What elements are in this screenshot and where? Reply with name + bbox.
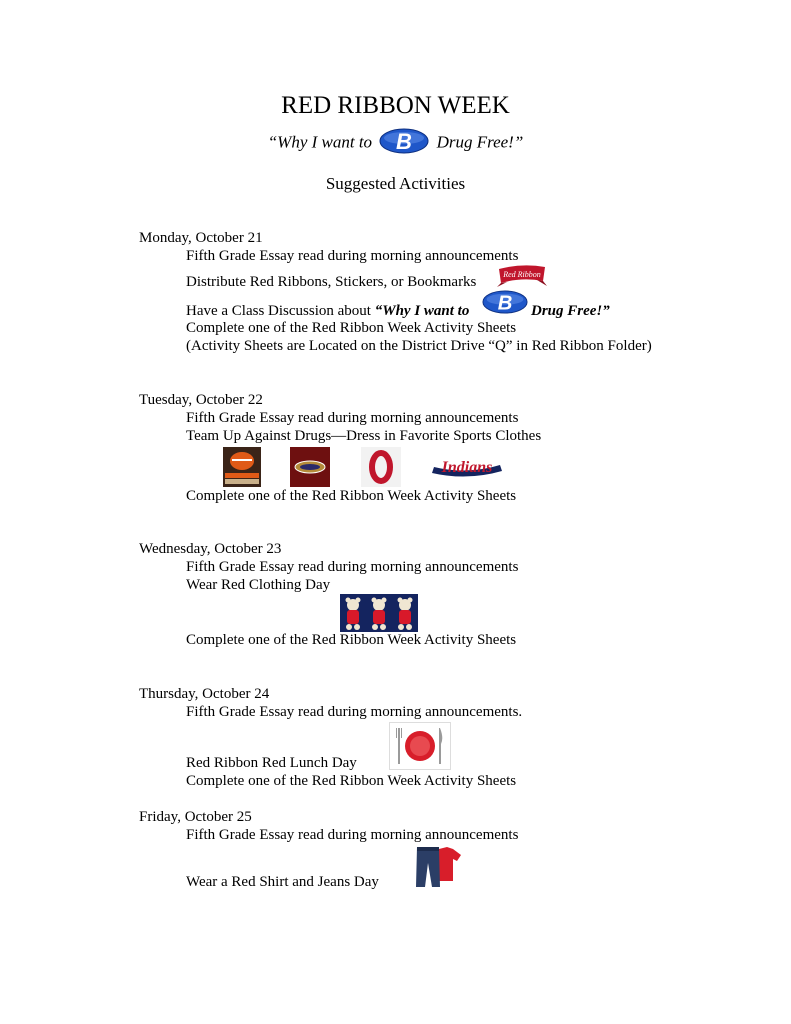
page-title: RED RIBBON WEEK [281, 92, 510, 119]
day-heading-tuesday: Tuesday, October 22 [139, 392, 263, 408]
tuesday-item-essay: Fifth Grade Essay read during morning announcements [186, 410, 519, 426]
red-plate-icon [389, 722, 451, 775]
monday-item-essay: Fifth Grade Essay read during morning announcements [186, 248, 519, 264]
red-ribbon-icon [497, 263, 547, 292]
indians-logo-icon [430, 455, 504, 486]
monday-item-ribbons [186, 274, 476, 291]
thursday-item-essay: Fifth Grade Essay read during morning announcements. [186, 704, 523, 720]
ohio-state-logo-icon [361, 447, 401, 492]
slogan-after: Drug Free!” [436, 132, 524, 152]
svg-text:B: B [396, 129, 413, 154]
day-heading-monday: Monday, October 21 [139, 230, 263, 246]
teddy-bears-icon [340, 594, 418, 637]
svg-text:B: B [497, 292, 513, 315]
slogan [0, 128, 791, 159]
section-heading: Suggested Activities [325, 174, 466, 193]
shirt-and-jeans-icon [413, 845, 463, 894]
friday-item-essay: Fifth Grade Essay read during morning announcements [186, 827, 519, 843]
cavaliers-logo-icon [290, 447, 330, 492]
svg-text:Indians: Indians [441, 459, 493, 476]
b-logo-icon [379, 128, 429, 159]
thursday-item-activity: Complete one of the Red Ribbon Week Activity Sheets [186, 773, 517, 789]
slogan-before: “Why I want to [267, 132, 373, 152]
day-heading-wednesday: Wednesday, October 23 [139, 541, 282, 557]
monday-item-ribbons-text: Distribute Red Ribbons, Stickers, or Bookmarks [186, 274, 477, 290]
day-heading-thursday: Thursday, October 24 [139, 686, 270, 702]
wednesday-item-essay: Fifth Grade Essay read during morning announcements [186, 559, 519, 575]
friday-item-red-shirt-jeans: Wear a Red Shirt and Jeans Day [186, 874, 379, 890]
discussion-bold-before: “Why I want to [374, 303, 470, 319]
discussion-prefix: Have a Class Discussion about [186, 303, 375, 319]
thursday-item-red-lunch: Red Ribbon Red Lunch Day [186, 755, 357, 771]
wednesday-item-red-clothing: Wear Red Clothing Day [186, 577, 331, 593]
discussion-bold-after-wrap [531, 303, 610, 320]
svg-text:Red Ribbon: Red Ribbon [503, 270, 541, 279]
wednesday-item-activity: Complete one of the Red Ribbon Week Activity Sheets [186, 632, 517, 648]
monday-item-activity: Complete one of the Red Ribbon Week Activity Sheets [186, 320, 517, 336]
monday-item-discussion [186, 303, 469, 320]
discussion-bold-after: Drug Free!” [531, 303, 610, 319]
day-heading-friday: Friday, October 25 [139, 809, 252, 825]
monday-item-location: (Activity Sheets are Located on the District Drive “Q” in Red Ribbon Folder) [186, 338, 652, 354]
b-logo-icon [482, 289, 528, 320]
tuesday-item-activity: Complete one of the Red Ribbon Week Activity Sheets [186, 488, 517, 504]
browns-logo-icon [223, 447, 261, 492]
tuesday-item-sports: Team Up Against Drugs—Dress in Favorite Sports Clothes [186, 428, 542, 444]
